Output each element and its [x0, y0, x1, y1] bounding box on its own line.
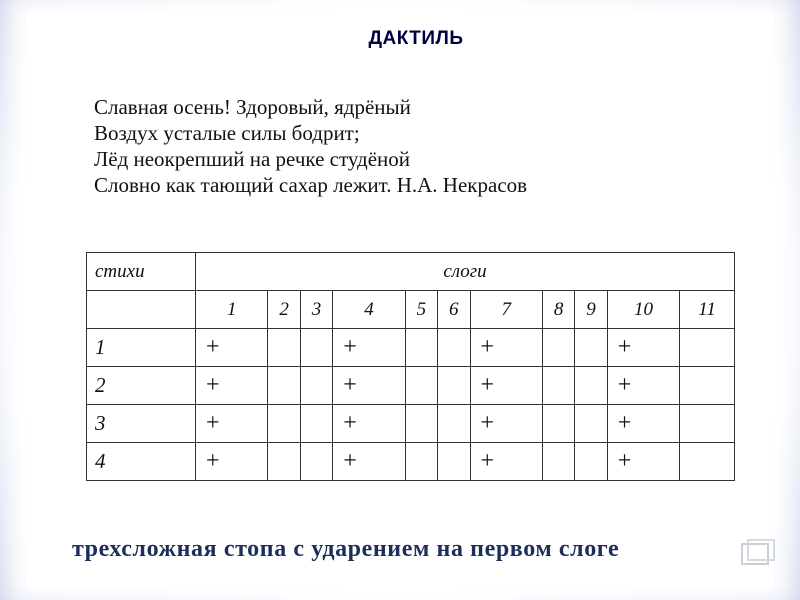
stress-cell: + [607, 405, 679, 443]
verse-number: 3 [87, 405, 196, 443]
stress-cell: + [333, 329, 405, 367]
header-syllables: слоги [196, 253, 735, 291]
stress-cell [438, 405, 470, 443]
stress-cell [438, 329, 470, 367]
poem-line: Славная осень! Здоровый, ядрёный [94, 95, 411, 119]
stress-cell [680, 405, 735, 443]
syllable-number: 1 [196, 291, 268, 329]
stress-cell [405, 329, 437, 367]
table-row [87, 443, 735, 481]
header-verses: стихи [87, 253, 196, 291]
definition-caption: трехсложная стопа с ударением на первом слоге [72, 536, 620, 562]
stress-cell [680, 329, 735, 367]
page-title: ДАКТИЛЬ [368, 28, 464, 49]
syllable-number: 5 [405, 291, 437, 329]
verse-number: 4 [87, 443, 196, 481]
stress-cell: + [333, 443, 405, 481]
stress-cell [575, 329, 607, 367]
stress-cell [268, 443, 300, 481]
stress-cell [542, 405, 574, 443]
stress-cell: + [607, 329, 679, 367]
stress-cell: + [607, 367, 679, 405]
stress-cell [575, 405, 607, 443]
syllable-number: 3 [300, 291, 332, 329]
stress-cell: + [333, 405, 405, 443]
stress-cell [542, 443, 574, 481]
syllable-number: 11 [680, 291, 735, 329]
verse-number: 2 [87, 367, 196, 405]
watermark-logo-icon [740, 538, 776, 568]
syllable-number: 10 [607, 291, 679, 329]
syllable-number: 7 [470, 291, 542, 329]
stress-cell [680, 443, 735, 481]
stress-cell: + [470, 367, 542, 405]
stress-cell [542, 329, 574, 367]
stress-cell [438, 367, 470, 405]
stress-cell [300, 367, 332, 405]
poem [94, 94, 527, 198]
stress-cell: + [333, 367, 405, 405]
stress-cell [542, 367, 574, 405]
poem-line: Воздух усталые силы бодрит; [94, 121, 360, 145]
stress-cell [300, 443, 332, 481]
table-row [87, 367, 735, 405]
stress-cell [405, 443, 437, 481]
table-row [87, 329, 735, 367]
stress-cell: + [470, 329, 542, 367]
stress-cell: + [470, 443, 542, 481]
stress-cell [575, 367, 607, 405]
stress-cell [575, 443, 607, 481]
stress-cell: + [470, 405, 542, 443]
stress-cell [268, 329, 300, 367]
stress-cell [438, 443, 470, 481]
poem-line: Словно как тающий сахар лежит. Н.А. Некрасов [94, 173, 528, 197]
table-header-row [87, 253, 735, 291]
syllable-number: 9 [575, 291, 607, 329]
stress-cell: + [607, 443, 679, 481]
syllable-number: 2 [268, 291, 300, 329]
stress-cell [300, 329, 332, 367]
stress-cell: + [196, 443, 268, 481]
syllable-number-row [87, 291, 735, 329]
syllable-number: 8 [542, 291, 574, 329]
stress-cell [268, 405, 300, 443]
stress-cell [405, 405, 437, 443]
verse-number: 1 [87, 329, 196, 367]
table-row [87, 405, 735, 443]
stress-cell [300, 405, 332, 443]
stress-cell: + [196, 367, 268, 405]
stress-cell [405, 367, 437, 405]
poem-line: Лёд неокрепший на речке студёной [94, 147, 411, 171]
syllable-number: 4 [333, 291, 405, 329]
empty-cell [87, 291, 196, 329]
meter-table [86, 252, 735, 481]
stress-cell [268, 367, 300, 405]
syllable-number: 6 [438, 291, 470, 329]
stress-cell: + [196, 329, 268, 367]
stress-cell [680, 367, 735, 405]
stress-cell: + [196, 405, 268, 443]
